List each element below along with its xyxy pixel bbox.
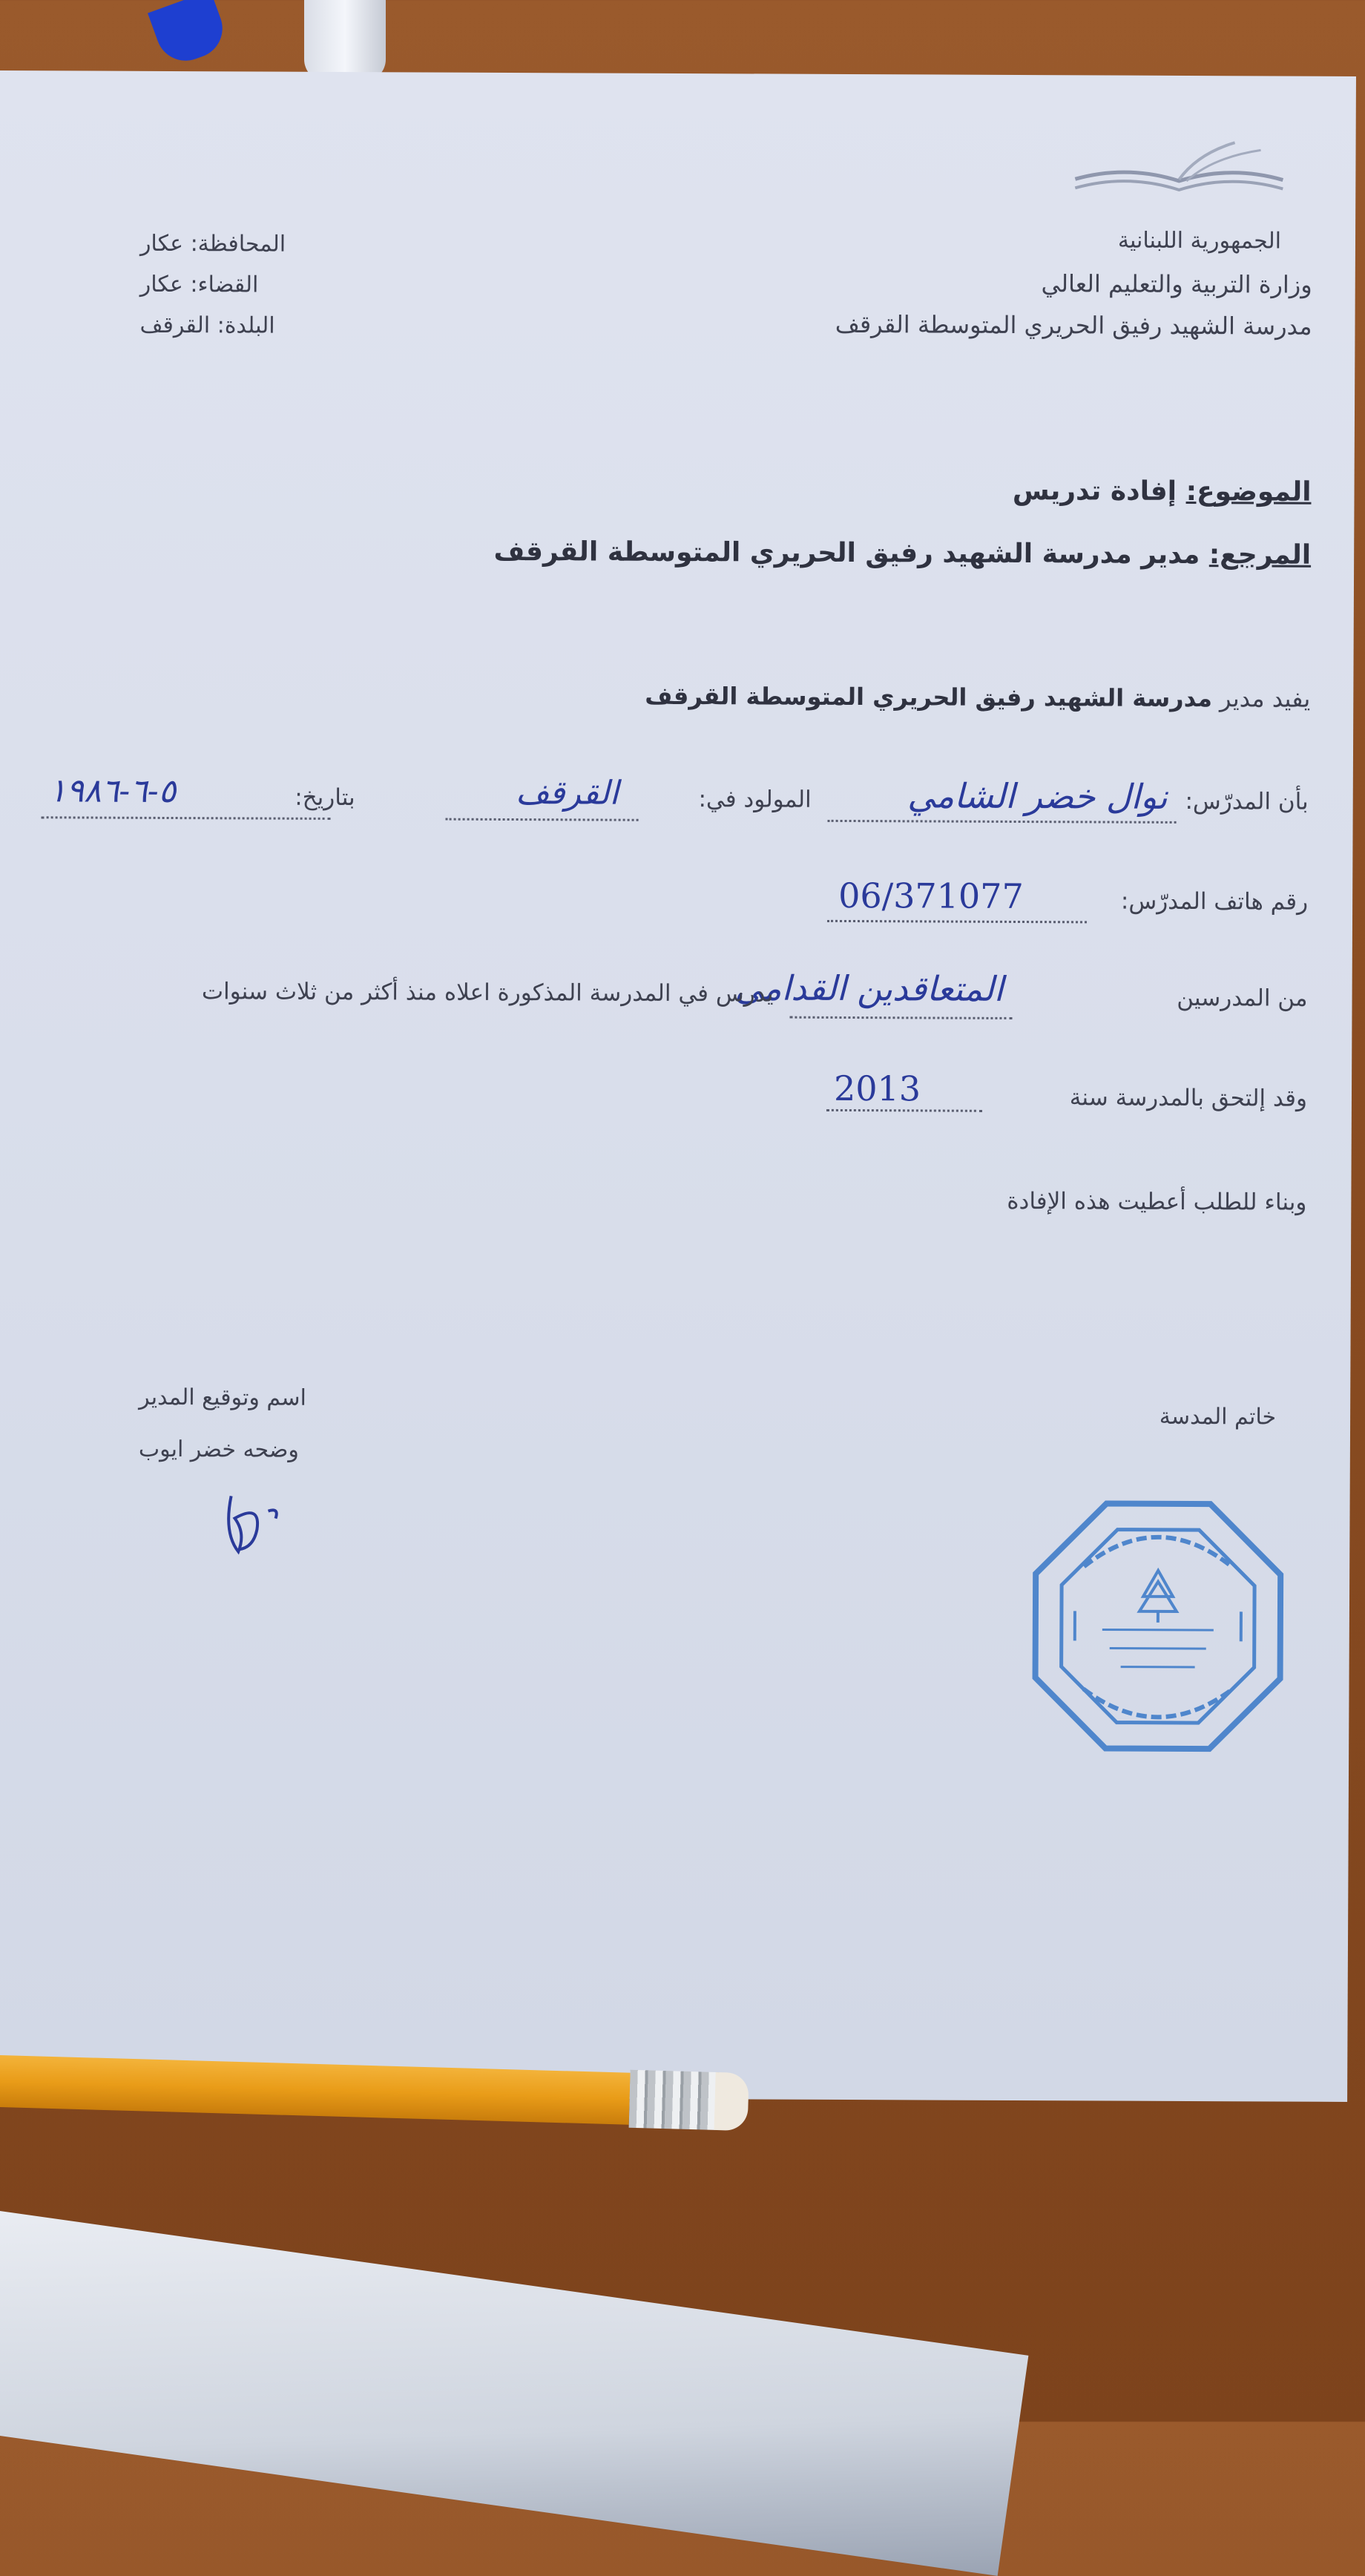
- intro-school: مدرسة الشهيد رفيق الحريري المتوسطة القرقف: [645, 682, 1212, 712]
- subject-line: [1013, 476, 1312, 507]
- document-sheet: [0, 70, 1356, 2102]
- header-town: البلدة: القرقف: [139, 312, 274, 339]
- phone-dotline: [827, 920, 1087, 924]
- teacher-value: نوال خضر الشامي: [907, 775, 1168, 817]
- subject-value: إفادة تدريس: [1013, 476, 1177, 507]
- subject-label: الموضوع:: [1186, 476, 1312, 507]
- date-dotline: [42, 816, 331, 820]
- pencil-eraser: [714, 2072, 749, 2131]
- phone-label: رقم هاتف المدرّس:: [1121, 888, 1308, 916]
- intro-line: [645, 682, 1310, 713]
- joined-label: وقد إلتحق بالمدرسة سنة: [1070, 1084, 1307, 1111]
- pen-clip: [304, 0, 386, 82]
- teachers-suffix: يدرس في المدرسة المذكورة اعلاه منذ أكثر من ثلاث سنوات: [202, 978, 774, 1007]
- paper-stack: [0, 2211, 1028, 2576]
- reference-value: مدير مدرسة الشهيد رفيق الحريري المتوسطة القرقف: [494, 536, 1200, 570]
- teacher-label: بأن المدرّس:: [1185, 788, 1308, 815]
- pencil-ferrule: [629, 2070, 720, 2130]
- school-stamp-icon: [1031, 1499, 1284, 1752]
- header-republic: الجمهورية اللبنانية: [1118, 228, 1281, 254]
- teacher-dotline: [828, 820, 1177, 824]
- date-label: بتاريخ:: [295, 784, 355, 811]
- director-signature-icon: [216, 1481, 305, 1563]
- reference-label: المرجع:: [1209, 539, 1312, 571]
- date-value: ٥-٦-١٩٨٦: [49, 772, 177, 810]
- pen-cap: [148, 0, 231, 69]
- teachers-prefix: من المدرسين: [1177, 985, 1307, 1012]
- header-district: القضاء: عكار: [140, 272, 259, 298]
- director-title: اسم وتوقيع المدير: [139, 1384, 306, 1411]
- director-name: وضحه خضر ايوب: [139, 1436, 299, 1463]
- closing-line: وبناء للطلب أعطيت هذه الإفادة: [1007, 1188, 1306, 1216]
- header-school: مدرسة الشهيد رفيق الحريري المتوسطة القرقف: [835, 310, 1312, 341]
- header-ministry: وزارة التربية والتعليم العالي: [1041, 269, 1312, 299]
- teachers-value: المتعاقدين القدامى: [734, 967, 1003, 1009]
- joined-dotline: [826, 1109, 982, 1112]
- born-in-label: المولود في:: [698, 786, 811, 813]
- open-book-logo-icon: [1068, 134, 1290, 209]
- reference-line: [494, 536, 1312, 571]
- born-in-value: القرقف: [516, 774, 619, 812]
- teachers-dotline: [789, 1016, 1012, 1019]
- intro-prefix: يفيد مدير: [1220, 684, 1310, 713]
- phone-value: 06/371077: [838, 875, 1024, 916]
- stamp-label: خاتم المدسة: [1160, 1404, 1276, 1430]
- joined-value: 2013: [834, 1068, 921, 1109]
- header-governorate: المحافظة: عكار: [140, 231, 286, 257]
- born-in-dotline: [446, 818, 639, 821]
